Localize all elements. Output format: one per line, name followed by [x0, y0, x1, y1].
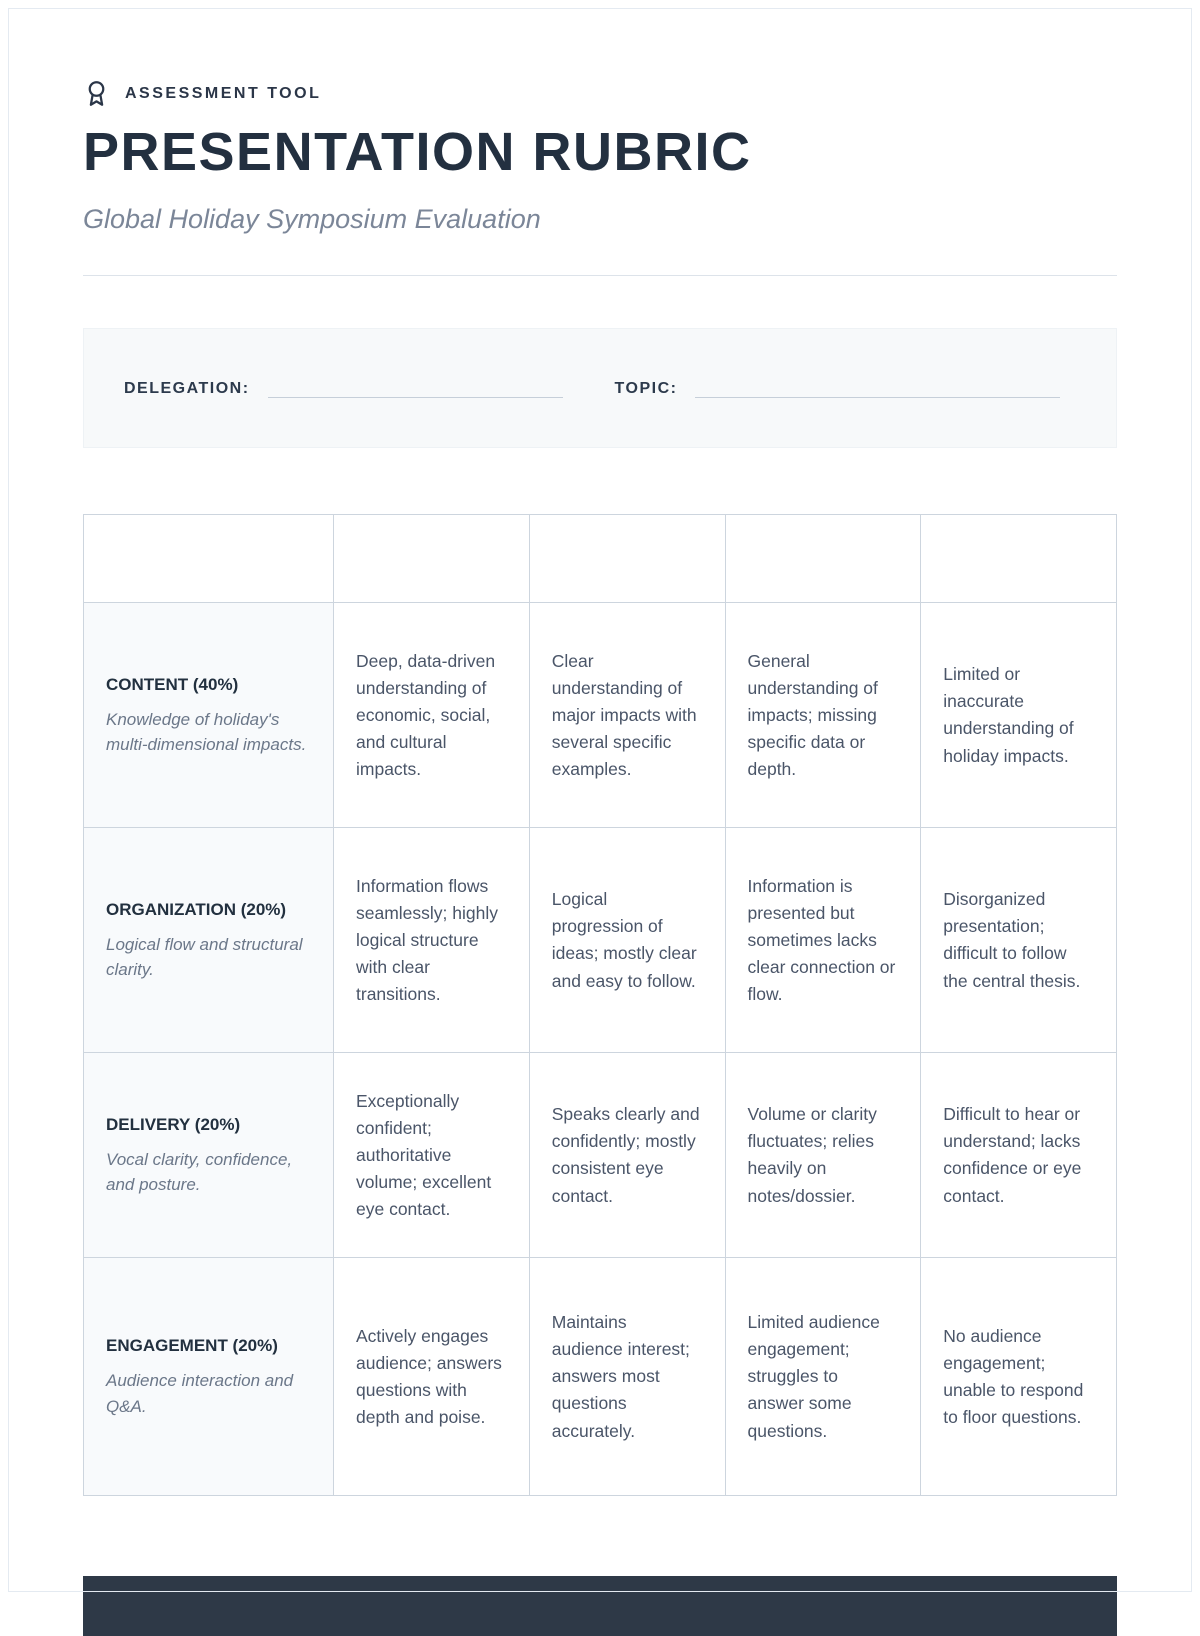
table-row-delivery [84, 1053, 1117, 1258]
criterion-cell [84, 603, 334, 828]
next-section-header-bar [83, 1576, 1117, 1636]
table-header-cell [725, 515, 921, 603]
criterion-cell [84, 828, 334, 1053]
info-fields-panel [83, 328, 1117, 448]
award-icon [83, 80, 110, 107]
rubric-cell: Volume or clarity fluctuates; relies heavily on notes/dossier. [725, 1053, 921, 1258]
criterion-title: DELIVERY (20%) [106, 1114, 241, 1134]
rubric-cell: Deep, data-driven understanding of economic, social, and cultural impacts. [334, 603, 530, 828]
rubric-cell: Logical progression of ideas; mostly clear and easy to follow. [529, 828, 725, 1053]
table-header-cell [921, 515, 1117, 603]
table-header-cell [529, 515, 725, 603]
criterion-cell [84, 1053, 334, 1258]
criterion-title: CONTENT (40%) [106, 674, 239, 694]
document-header [83, 0, 1117, 276]
rubric-cell: Limited or inaccurate understanding of holiday impacts. [921, 603, 1117, 828]
rubric-cell: Information is presented but sometimes lacks clear connection or flow. [725, 828, 921, 1053]
rubric-cell: Limited audience engagement; struggles to answer some questions. [725, 1258, 921, 1496]
rubric-cell: Speaks clearly and confidently; mostly consistent eye contact. [529, 1053, 725, 1258]
topic-blank-line [695, 378, 1060, 398]
criterion-description: Vocal clarity, confidence, and posture. [106, 1149, 293, 1195]
eyebrow-label: ASSESSMENT TOOL [125, 84, 322, 102]
table-row-organization [84, 828, 1117, 1053]
table-header-row [84, 515, 1117, 603]
rubric-table [83, 514, 1117, 1496]
topic-field [615, 378, 1061, 398]
rubric-cell: Maintains audience interest; answers most questions accurately. [529, 1258, 725, 1496]
criterion-description: Logical flow and structural clarity. [106, 934, 303, 980]
table-row-engagement [84, 1258, 1117, 1496]
criterion-description: Knowledge of holiday's multi-dimensional impacts. [106, 709, 307, 755]
topic-label: TOPIC: [614, 380, 678, 398]
criterion-description: Audience interaction and Q&A. [106, 1371, 294, 1416]
rubric-cell: Disorganized presentation; difficult to follow the central thesis. [921, 828, 1117, 1053]
page-subtitle: Global Holiday Symposium Evaluation [83, 204, 541, 235]
delegation-field [124, 378, 563, 398]
rubric-cell: Clear understanding of major impacts with several specific examples. [529, 603, 725, 828]
page-title: PRESENTATION RUBRIC [83, 122, 752, 182]
rubric-cell: General understanding of impacts; missing specific data or depth. [725, 603, 921, 828]
table-row-content [84, 603, 1117, 828]
rubric-cell: No audience engagement; unable to respond to floor questions. [921, 1258, 1117, 1496]
table-header-cell [334, 515, 530, 603]
header-divider [83, 275, 1117, 276]
criterion-cell [84, 1258, 334, 1496]
rubric-cell: Exceptionally confident; authoritative volume; excellent eye contact. [334, 1053, 530, 1258]
criterion-title: ORGANIZATION (20%) [106, 899, 287, 919]
eyebrow-row [83, 80, 1117, 107]
rubric-cell: Actively engages audience; answers questions with depth and poise. [334, 1258, 530, 1496]
rubric-cell: Difficult to hear or understand; lacks confidence or eye contact. [921, 1053, 1117, 1258]
table-header-cell [84, 515, 334, 603]
rubric-cell: Information flows seamlessly; highly logical structure with clear transitions. [334, 828, 530, 1053]
delegation-label: DELEGATION: [124, 380, 250, 398]
criterion-title: ENGAGEMENT (20%) [106, 1336, 278, 1356]
delegation-blank-line [268, 378, 563, 398]
